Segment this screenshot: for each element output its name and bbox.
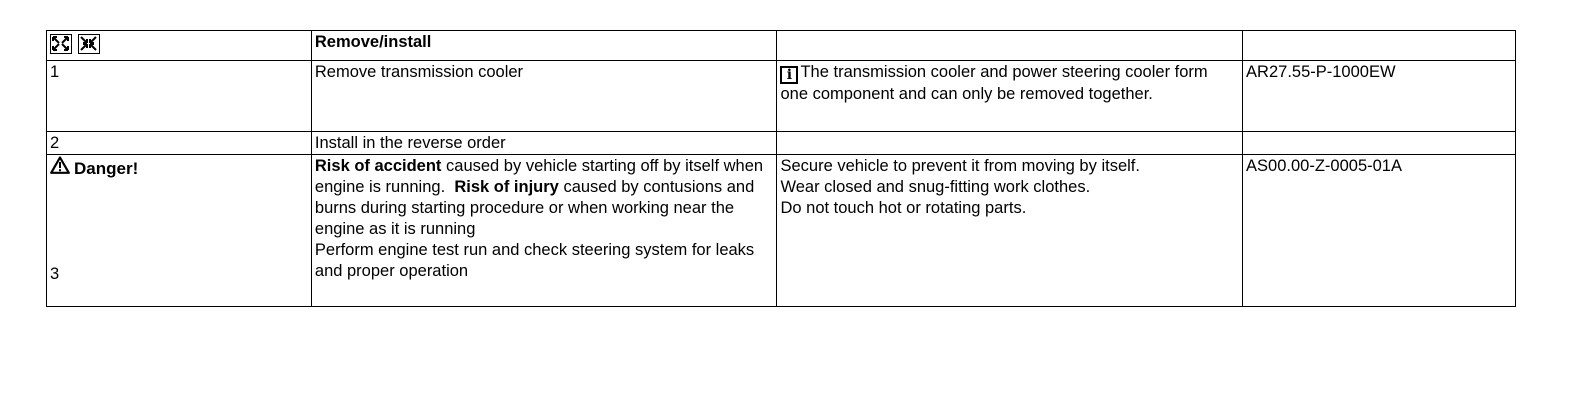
table-row (47, 155, 1516, 307)
measure-item: Secure vehicle to prevent it from moving by itself. (780, 157, 1140, 175)
measure-item: Do not touch hot or rotating parts. (780, 199, 1027, 217)
risk-injury-title: Risk of injury (454, 178, 559, 196)
procedure-table (46, 30, 1516, 307)
header-empty-cell (777, 31, 1243, 61)
step-reference (1243, 132, 1516, 155)
danger-risk-cell (311, 155, 777, 307)
collapse-icon[interactable] (78, 34, 100, 54)
danger-measures-cell (777, 155, 1243, 307)
step-number: 2 (47, 132, 312, 155)
header-title: Remove/install (311, 31, 777, 61)
table-row (47, 61, 1516, 132)
risk-accident-text: caused by vehicle starting off by itself when engine is running. (314, 157, 764, 196)
danger-label: Danger! (74, 158, 139, 178)
header-icons-cell (47, 31, 312, 61)
step-reference-link[interactable]: AR27.55-P-1000EW (1243, 61, 1516, 132)
risk-injury-text: caused by contusions and burns during starting procedure or when working near the engine as it is running (314, 178, 755, 238)
warning-triangle-icon (50, 156, 70, 180)
danger-reference-link[interactable]: AS00.00-Z-0005-01A (1243, 155, 1516, 307)
risk-accident-title: Risk of accident (314, 157, 442, 175)
step-number: 1 (47, 61, 312, 132)
step-action: Install in the reverse order (311, 132, 777, 155)
expand-icon[interactable] (50, 34, 72, 54)
danger-risk-text (315, 156, 773, 240)
step-action: Perform engine test run and check steering system for leaks and proper operation (314, 241, 755, 280)
measure-item: Wear closed and snug-fitting work clothes. (780, 178, 1091, 196)
info-icon: i (780, 66, 798, 84)
step-note (777, 61, 1243, 132)
note-text: The transmission cooler and power steering cooler form one component and can only be removed together. (780, 63, 1208, 103)
step-note (777, 132, 1243, 155)
table-row (47, 132, 1516, 155)
step-number: 3 (50, 265, 60, 283)
header-empty-cell (1243, 31, 1516, 61)
step-action: Remove transmission cooler (311, 61, 777, 132)
table-header-row (47, 31, 1516, 61)
danger-step-cell (47, 155, 312, 307)
